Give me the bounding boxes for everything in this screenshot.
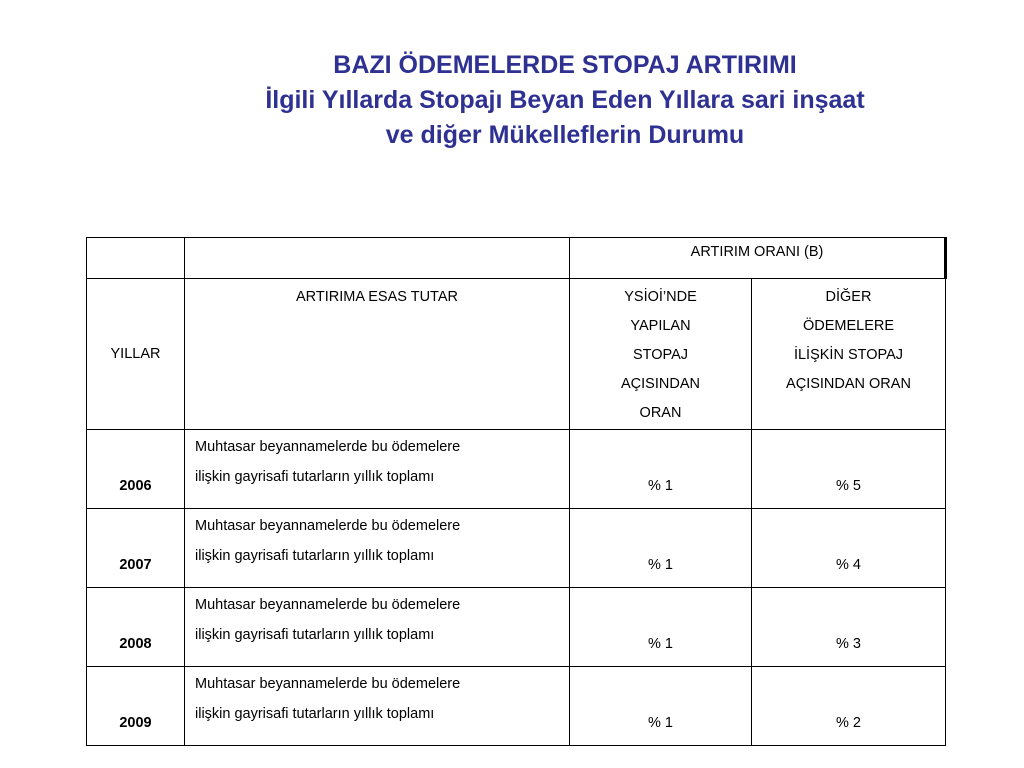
- year-cell: 2008: [87, 588, 185, 667]
- header-line: DİĞER: [825, 289, 872, 305]
- description-line: Muhtasar beyannamelerde bu ödemelere: [195, 597, 461, 613]
- description-cell: [185, 588, 570, 667]
- header-line: YAPILAN: [630, 318, 691, 334]
- year-cell: 2007: [87, 509, 185, 588]
- table-row: [87, 667, 946, 746]
- other-rate-header: [752, 279, 946, 430]
- header-line: AÇISINDAN: [621, 376, 700, 392]
- header-line: AÇISINDAN ORAN: [786, 376, 911, 392]
- table-row: [87, 430, 946, 509]
- header-line: YSİOİ’NDE: [624, 289, 697, 305]
- description-line: ilişkin gayrisafi tutarların yıllık toplamı: [195, 548, 435, 564]
- header-line: İLİŞKİN STOPAJ: [793, 347, 904, 363]
- ysioi-rate-cell: % 1: [570, 588, 752, 667]
- withholding-table: [86, 237, 947, 746]
- year-cell: 2006: [87, 430, 185, 509]
- ysioi-rate-cell: % 1: [570, 509, 752, 588]
- empty-cell: [185, 238, 570, 279]
- year-cell: 2009: [87, 667, 185, 746]
- description-line: Muhtasar beyannamelerde bu ödemelere: [195, 676, 461, 692]
- other-rate-cell: % 2: [752, 667, 946, 746]
- column-header-row: [87, 279, 946, 430]
- description-line: ilişkin gayrisafi tutarların yıllık toplamı: [195, 627, 435, 643]
- description-line: Muhtasar beyannamelerde bu ödemelere: [195, 518, 461, 534]
- description-line: ilişkin gayrisafi tutarların yıllık toplamı: [195, 469, 435, 485]
- group-header-row: [87, 238, 946, 279]
- slide-title: [130, 48, 1000, 153]
- description-cell: [185, 430, 570, 509]
- other-rate-cell: % 5: [752, 430, 946, 509]
- description-cell: [185, 667, 570, 746]
- title-line-2: İlgili Yıllarda Stopajı Beyan Eden Yıllara sari inşaat: [265, 86, 865, 114]
- description-line: ilişkin gayrisafi tutarların yıllık toplamı: [195, 706, 435, 722]
- ysioi-rate-cell: % 1: [570, 667, 752, 746]
- title-line-1: BAZI ÖDEMELERDE STOPAJ ARTIRIMI: [333, 51, 797, 79]
- years-header: YILLAR: [87, 279, 185, 430]
- title-line-3: ve diğer Mükelleflerin Durumu: [385, 121, 745, 149]
- other-rate-cell: % 4: [752, 509, 946, 588]
- ysioi-rate-cell: % 1: [570, 430, 752, 509]
- table-row: [87, 509, 946, 588]
- ysioi-rate-header: [570, 279, 752, 430]
- other-rate-cell: % 3: [752, 588, 946, 667]
- description-line: Muhtasar beyannamelerde bu ödemelere: [195, 439, 461, 455]
- base-amount-header: ARTIRIMA ESAS TUTAR: [185, 279, 570, 430]
- header-line: ORAN: [639, 405, 682, 421]
- empty-cell: [87, 238, 185, 279]
- increase-rate-header: ARTIRIM ORANI (B): [570, 238, 946, 279]
- table-row: [87, 588, 946, 667]
- header-line: STOPAJ: [632, 347, 689, 363]
- header-line: ÖDEMELERE: [802, 318, 895, 334]
- description-cell: [185, 509, 570, 588]
